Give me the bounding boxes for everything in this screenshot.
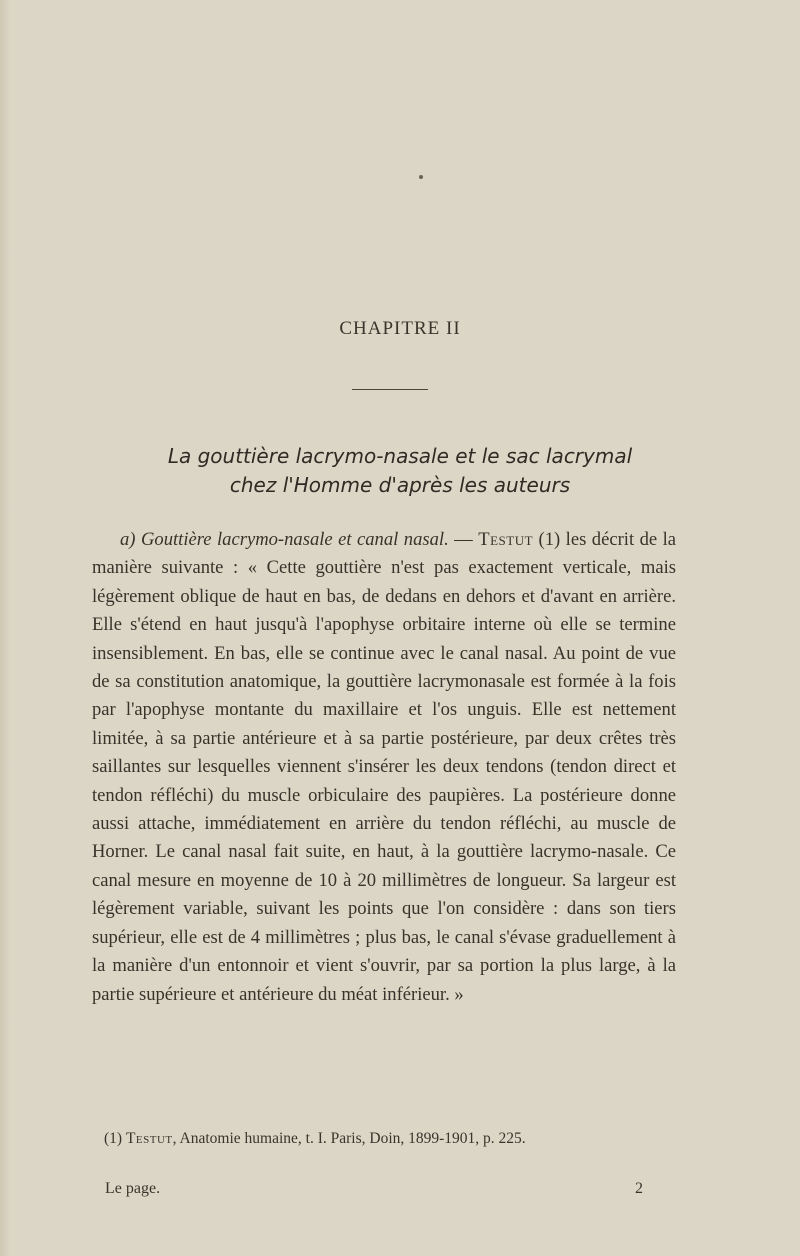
body-paragraph — [92, 526, 676, 1009]
paragraph-author: Testut — [478, 529, 534, 550]
title-line-2: chez l'Homme d'après les auteurs — [229, 473, 571, 497]
signature-mark: Le page. — [105, 1180, 161, 1197]
page-number: 2 — [635, 1180, 643, 1197]
footnote-author: Testut — [125, 1130, 173, 1147]
footnote — [104, 1130, 664, 1148]
paragraph-text: les décrit de la manière suivante : « Cette gouttière n'est pas exactement verticale, mais légèrement oblique de haut en bas, de dedans en dehors et d'avant en arrière. Elle s'étend en haut jusqu'à l'apophyse orbitaire interne où elle se termine insensiblement. En bas, elle se continue avec le canal nasal. Au point de vue de sa constitution anatomique, la gouttière lacrymonasale est formée à la fois par l'apophyse montante du maxillaire et l'os unguis. Elle est nettement limitée, à sa partie antérieure et à sa partie postérieure, par deux crêtes très saillantes sur lesquelles viennent s'insérer les deux tendons (tendon direct et tendon réfléchi) du muscle orbiculaire des paupières. La postérieure donne aussi attache, immédiatement en arrière du tendon réfléchi, au muscle de Horner. Le canal nasal fait suite, en haut, à la gouttière lacrymo-nasale. Ce canal mesure en moyenne de 10 à 20 millimètres de longueur. Sa largeur est légèrement variable, suivant les points que l'on considère : dans son tiers supérieur, elle est de 4 millimètres ; plus bas, le canal s'évase graduellement à la manière d'un entonnoir et vient s'ouvrir, par sa portion la plus large, à la partie supérieure et antérieure du méat inférieur. » — [92, 529, 676, 1005]
paragraph-heading: Gouttière lacrymo-nasale et canal nasal. — [140, 529, 449, 550]
paragraph-label: a) — [120, 529, 136, 550]
title-line-1: La gouttière lacrymo-nasale et le sac lacrymal — [167, 444, 633, 468]
chapter-heading: CHAPITRE II — [339, 318, 461, 339]
chapter-rule — [352, 389, 428, 390]
footnote-text: , Anatomie humaine, t. I. Paris, Doin, 1899-1901, p. 225. — [172, 1130, 526, 1147]
paragraph-dash: — — [448, 529, 479, 550]
footnote-marker: (1) — [104, 1130, 123, 1147]
paragraph-ref: (1) — [533, 529, 561, 550]
section-title — [0, 442, 800, 500]
printer-dot — [419, 175, 423, 179]
page-spine-edge — [0, 0, 10, 1256]
